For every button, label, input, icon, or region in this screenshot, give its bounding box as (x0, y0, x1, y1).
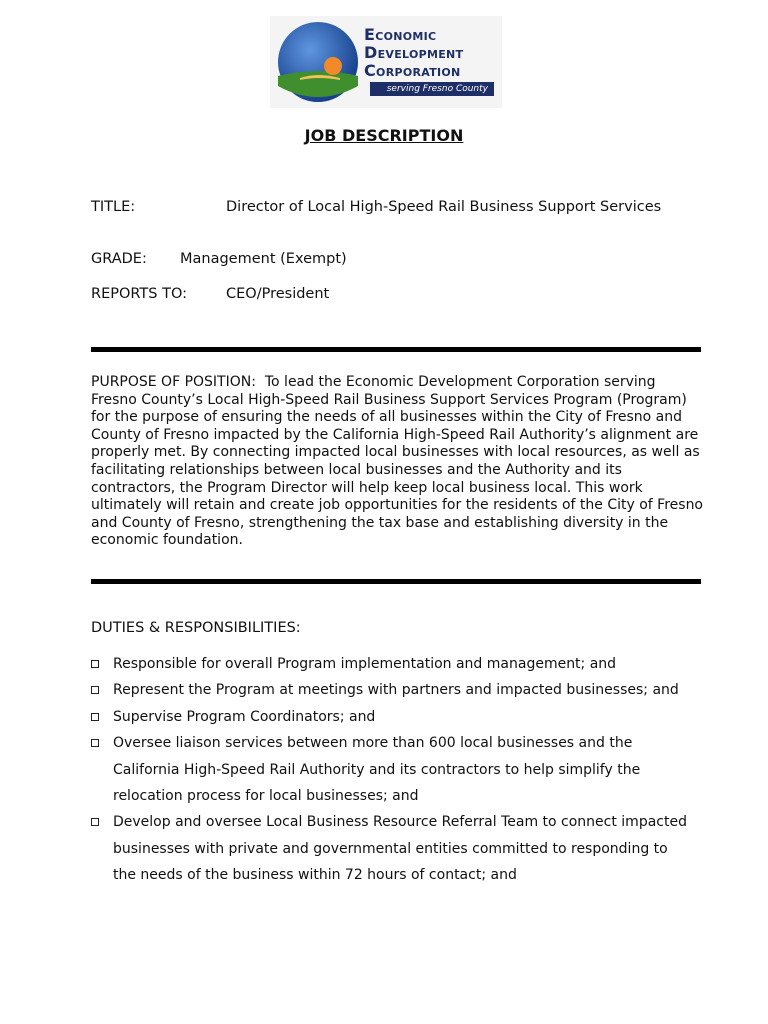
grade-label: GRADE: (91, 251, 147, 267)
edc-logo (270, 16, 502, 108)
duty-text: Supervise Program Coordinators; and (113, 708, 376, 725)
globe-sun-icon (270, 16, 370, 108)
logo-line-3: Corporation (364, 61, 461, 80)
list-item (91, 651, 691, 677)
logo-wordmark (364, 26, 463, 80)
purpose-heading: PURPOSE OF POSITION: (91, 374, 256, 390)
duty-text: Oversee liaison services between more than 600 local businesses and the California High-Speed Rail Authority and its contractors to help simplify the relocation process for local businesses; and (113, 735, 641, 805)
list-item (91, 809, 691, 888)
square-bullet-icon (91, 818, 99, 826)
reports-to-field (91, 286, 329, 302)
reports-to-label: REPORTS TO: (91, 286, 187, 302)
list-item (91, 730, 691, 809)
section-divider (91, 579, 701, 584)
purpose-text: To lead the Economic Development Corporation serving Fresno County’s Local High-Speed Rail Business Support Services Program (Program) for the purpose of ensuring the needs of all businesses within the City of Fresno and County of Fresno impacted by the California High-Speed Rail Authority’s alignment are properly met. By connecting impacted local businesses with local resources, as well as facilitating relationships between local businesses and the Authority and its contractors, the Program Director will help keep local business local. This work ultimately will retain and create job opportunities for the residents of the City of Fresno and County of Fresno, strengthening the tax base and establishing diversity in the economic foundation. (91, 374, 704, 549)
grade-value: Management (Exempt) (180, 251, 347, 267)
duty-text: Responsible for overall Program implementation and management; and (113, 656, 617, 672)
grade-field (91, 251, 347, 267)
duty-text: Develop and oversee Local Business Resource Referral Team to connect impacted businesses with private and governmental entities committed to responding to the needs of the business within 72 hours of contact; and (113, 814, 687, 884)
title-field (91, 198, 691, 216)
document-title: JOB DESCRIPTION (304, 126, 464, 145)
square-bullet-icon (91, 660, 99, 668)
title-value: Director of Local High-Speed Rail Business Support Services (226, 199, 662, 215)
duties-heading: DUTIES & RESPONSIBILITIES: (91, 620, 301, 636)
list-item (91, 704, 691, 730)
duties-list (91, 651, 691, 889)
reports-to-value: CEO/President (226, 286, 330, 302)
list-item (91, 677, 691, 703)
purpose-section (91, 374, 703, 550)
logo-line-1: Economic (364, 25, 437, 44)
square-bullet-icon (91, 713, 99, 721)
square-bullet-icon (91, 739, 99, 747)
logo-line-2: Development (364, 43, 464, 62)
square-bullet-icon (91, 686, 99, 694)
title-label: TITLE: (91, 199, 136, 215)
logo-tagline: serving Fresno County (370, 82, 494, 96)
duty-text: Represent the Program at meetings with partners and impacted businesses; and (113, 682, 679, 699)
section-divider (91, 347, 701, 352)
